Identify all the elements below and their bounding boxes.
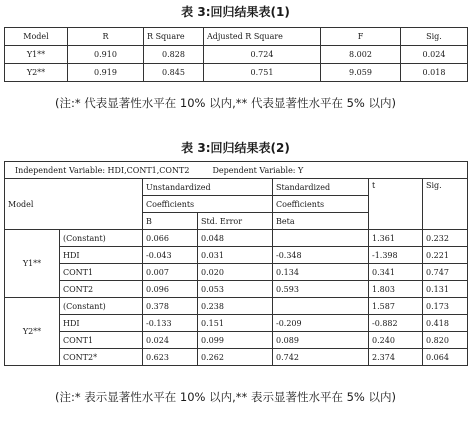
table-cell: 0.742	[273, 349, 369, 366]
table2-header-standardized: Standardized	[273, 179, 369, 196]
table-cell	[273, 230, 369, 247]
table-cell: 1.803	[369, 281, 423, 298]
table-cell: HDI	[60, 247, 143, 264]
table-cell: Y2**	[5, 64, 68, 82]
regression-summary-table	[4, 27, 468, 82]
table-cell: -0.043	[143, 247, 198, 264]
table-cell: 0.418	[423, 315, 468, 332]
table-cell: 1.361	[369, 230, 423, 247]
table1-header-cell: Model	[5, 28, 68, 46]
table-cell: 0.238	[198, 298, 273, 315]
table2-title: 表 3:回归结果表(2)	[181, 141, 290, 155]
table-cell: (Constant)	[60, 230, 143, 247]
table1-note: (注:* 代表显著性水平在 10% 以内,** 代表显著性水平在 5% 以内)	[55, 96, 396, 110]
model-group-label: Y2**	[5, 298, 60, 366]
table-cell: -0.133	[143, 315, 198, 332]
table-cell	[273, 298, 369, 315]
table-cell: 0.018	[401, 64, 468, 82]
table-row	[5, 315, 468, 332]
table-cell: CONT2	[60, 281, 143, 298]
table2-caption	[5, 162, 468, 179]
table-cell: 0.341	[369, 264, 423, 281]
table-cell: 0.131	[423, 281, 468, 298]
table1-header-cell: R Square	[144, 28, 204, 46]
table-cell: 0.828	[144, 46, 204, 64]
table-cell: 0.007	[143, 264, 198, 281]
table2-header-t: t	[369, 179, 423, 230]
table-cell: CONT2*	[60, 349, 143, 366]
table-cell: 0.024	[143, 332, 198, 349]
table-cell: -0.209	[273, 315, 369, 332]
table-cell: -0.348	[273, 247, 369, 264]
table-cell: 0.593	[273, 281, 369, 298]
table2-header-sig: Sig.	[423, 179, 468, 230]
table-cell: 0.240	[369, 332, 423, 349]
table-row	[5, 281, 468, 298]
table1-header-cell: R	[68, 28, 144, 46]
table-cell: Y1**	[5, 46, 68, 64]
table2-note: (注:* 表示显著性水平在 10% 以内,** 表示显著性水平在 5% 以内)	[55, 390, 396, 404]
table-row	[5, 230, 468, 247]
table-cell: 0.262	[198, 349, 273, 366]
table-row	[5, 349, 468, 366]
table-row	[5, 64, 468, 82]
table-row	[5, 46, 468, 64]
table-cell: 0.024	[401, 46, 468, 64]
table-cell: 0.173	[423, 298, 468, 315]
independent-variable-label: Independent Variable: HDI,CONT1,CONT2	[15, 165, 190, 175]
table2-subheader-beta: Beta	[273, 213, 369, 230]
table2-header-row	[5, 179, 468, 196]
table-cell: -1.398	[369, 247, 423, 264]
table-cell: 0.096	[143, 281, 198, 298]
table-cell: 0.099	[198, 332, 273, 349]
table-cell: -0.882	[369, 315, 423, 332]
table-cell: 0.066	[143, 230, 198, 247]
table-row	[5, 298, 468, 315]
table-cell: CONT1	[60, 332, 143, 349]
table1-header-cell: Adjusted R Square	[204, 28, 321, 46]
table2-caption-row	[5, 162, 468, 179]
table-cell: 0.623	[143, 349, 198, 366]
table-cell: 0.232	[423, 230, 468, 247]
table-row	[5, 264, 468, 281]
dependent-variable-label: Dependent Variable: Y	[212, 165, 304, 175]
table2-header-model: Model	[5, 179, 143, 230]
table-cell: 9.059	[321, 64, 401, 82]
table-cell: 0.089	[273, 332, 369, 349]
table-cell: 0.919	[68, 64, 144, 82]
table2-header-coefficients: Coefficients	[143, 196, 273, 213]
table-cell: 0.724	[204, 46, 321, 64]
table2-header-unstandardized: Unstandardized	[143, 179, 273, 196]
table1-header-cell: Sig.	[401, 28, 468, 46]
table-cell: 0.020	[198, 264, 273, 281]
table-cell: 0.151	[198, 315, 273, 332]
table1-header-cell: F	[321, 28, 401, 46]
table2-subheader-b: B	[143, 213, 198, 230]
table-cell: 0.820	[423, 332, 468, 349]
table-cell: 0.845	[144, 64, 204, 82]
table-cell: 0.378	[143, 298, 198, 315]
table-cell: 1.587	[369, 298, 423, 315]
table-cell: (Constant)	[60, 298, 143, 315]
table-cell: 0.910	[68, 46, 144, 64]
table-cell: 0.134	[273, 264, 369, 281]
table1-title: 表 3:回归结果表(1)	[181, 5, 290, 19]
model-group-label: Y1**	[5, 230, 60, 298]
table-row	[5, 332, 468, 349]
table-cell: 0.053	[198, 281, 273, 298]
table-cell: 0.064	[423, 349, 468, 366]
regression-coefficients-table	[4, 161, 468, 366]
table2-header-coefficients: Coefficients	[273, 196, 369, 213]
table-cell: HDI	[60, 315, 143, 332]
table2-subheader-std-error: Std. Error	[198, 213, 273, 230]
table-cell: 0.048	[198, 230, 273, 247]
table-cell: 0.747	[423, 264, 468, 281]
table1-header-row	[5, 28, 468, 46]
table-row	[5, 247, 468, 264]
table-cell: 0.031	[198, 247, 273, 264]
table-cell: 8.002	[321, 46, 401, 64]
table-cell: 2.374	[369, 349, 423, 366]
table-cell: 0.751	[204, 64, 321, 82]
table-cell: CONT1	[60, 264, 143, 281]
table-cell: 0.221	[423, 247, 468, 264]
